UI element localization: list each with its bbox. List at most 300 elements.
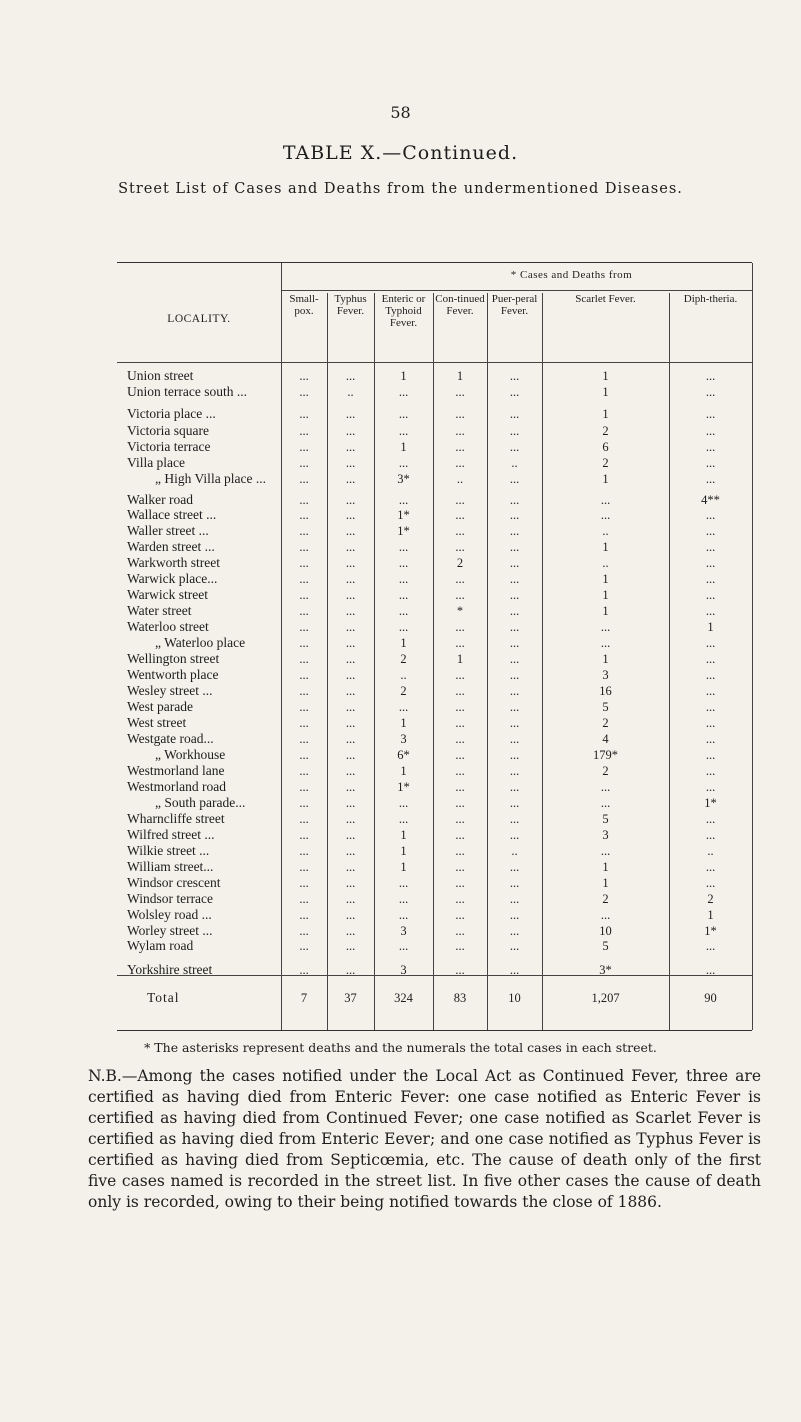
table-cell: ... <box>299 652 309 666</box>
table-cell: ... <box>299 844 309 858</box>
locality-name: Walker road <box>127 492 194 507</box>
locality-name: Villa place <box>127 455 186 470</box>
table-cell: ... <box>345 440 356 454</box>
table-cell: 1 <box>602 369 609 383</box>
locality-name: Union street <box>127 368 194 383</box>
table-cell: ... <box>509 764 520 778</box>
table-cell: ... <box>705 700 716 714</box>
column-header: Small-pox. <box>289 293 319 317</box>
table-cell: 16 <box>599 684 612 698</box>
table-cell: 1 <box>602 385 609 399</box>
table-cell: ... <box>509 828 520 842</box>
locality-name: Wylam road <box>127 938 194 953</box>
total-cell: 7 <box>300 991 308 1005</box>
table-cell: ... <box>705 456 716 470</box>
table-cell: 1 <box>400 369 407 383</box>
table-cell: 2 <box>400 684 407 698</box>
table-cell: ... <box>299 636 309 650</box>
table-cell: ... <box>299 540 309 554</box>
table-cell: ... <box>345 604 356 618</box>
locality-name: „ South parade... <box>155 795 246 810</box>
table-cell: ... <box>600 620 611 634</box>
table-cell: ... <box>299 828 309 842</box>
table-cell: 1 <box>456 369 464 383</box>
table-cell: ... <box>345 963 356 977</box>
table-cell: ... <box>705 636 716 650</box>
table-cell: 5 <box>602 700 609 714</box>
table-cell: ... <box>398 540 409 554</box>
table-cell: 3* <box>599 963 612 977</box>
table-cell: ... <box>705 524 716 538</box>
table-cell: ... <box>509 556 520 570</box>
locality-name: West street <box>127 715 187 730</box>
column-header: Diph-theria. <box>683 293 738 305</box>
total-cell: 90 <box>704 991 717 1005</box>
table-cell: ... <box>345 369 356 383</box>
locality-name: Victoria square <box>127 423 210 438</box>
table-cell: ... <box>455 860 465 874</box>
table-cell: ... <box>299 748 309 762</box>
table-cell: ... <box>509 796 520 810</box>
table-cell: ... <box>455 924 465 938</box>
table-cell: 6* <box>397 748 410 762</box>
table-cell: ... <box>509 652 520 666</box>
table-cell: ... <box>600 493 611 507</box>
table-cell: ... <box>509 385 520 399</box>
table-cell: ... <box>600 636 611 650</box>
table-cell: ... <box>600 508 611 522</box>
table-cell: ... <box>455 764 465 778</box>
table-cell: 1 <box>400 860 407 874</box>
table-cell: ... <box>398 456 409 470</box>
table-cell: ... <box>509 939 520 953</box>
table-cell: ... <box>345 493 356 507</box>
total-cell: 37 <box>344 991 357 1005</box>
table-cell: ... <box>345 456 356 470</box>
table-cell: ... <box>398 572 409 586</box>
table-cell: ... <box>705 780 716 794</box>
table-cell: ... <box>509 524 520 538</box>
table-cell: ... <box>705 385 716 399</box>
locality-name: Westmorland road <box>127 779 227 794</box>
table-cell: ... <box>345 876 356 890</box>
table-cell: ... <box>455 508 465 522</box>
locality-name: Waller street ... <box>127 523 209 538</box>
table-cell: ... <box>299 796 309 810</box>
table-cell: ... <box>345 908 356 922</box>
table-cell: ... <box>345 860 356 874</box>
table-cell: ... <box>600 908 611 922</box>
table-subtitle: Street List of Cases and Deaths from the undermentioned Diseases. <box>118 181 683 197</box>
table-cell: 5 <box>602 812 609 826</box>
table-cell: * <box>456 604 464 618</box>
table-cell: ... <box>509 812 520 826</box>
table-cell: ... <box>398 908 409 922</box>
table-cell: ... <box>398 620 409 634</box>
table-cell: ... <box>509 540 520 554</box>
locality-name: Worley street ... <box>127 923 213 938</box>
table-cell: ... <box>299 876 309 890</box>
table-cell: ... <box>509 860 520 874</box>
table-cell: ... <box>705 369 716 383</box>
table-cell: 3 <box>602 668 609 682</box>
table-cell: ... <box>299 684 309 698</box>
table-cell: .. <box>400 668 407 682</box>
locality-name: Wolsley road ... <box>127 907 212 922</box>
table-cell: ... <box>398 385 409 399</box>
locality-name: Victoria terrace <box>127 439 211 454</box>
table-cell: ... <box>705 764 716 778</box>
locality-name: „ Waterloo place <box>155 635 246 650</box>
table-cell: ... <box>299 556 309 570</box>
column-header: Con-tinued Fever. <box>435 293 485 317</box>
table-cell: ... <box>705 652 716 666</box>
table-cell: 3 <box>400 732 407 746</box>
table-cell: ... <box>398 876 409 890</box>
table-cell: ... <box>455 572 465 586</box>
table-cell: ... <box>345 556 356 570</box>
column-header: Enteric or Typhoid Fever. <box>381 293 426 329</box>
table-cell: ... <box>299 369 309 383</box>
total-label: Total <box>147 990 180 1005</box>
table-cell: ... <box>705 472 716 486</box>
table-cell: ... <box>398 588 409 602</box>
table-cell: ... <box>455 796 465 810</box>
table-cell: 2 <box>602 716 609 730</box>
table-cell: ... <box>455 732 465 746</box>
table-cell: 1* <box>397 508 410 522</box>
table-cell: ... <box>299 472 309 486</box>
table-cell: ... <box>299 892 309 906</box>
table-cell: ... <box>509 780 520 794</box>
table-cell: 1* <box>397 780 410 794</box>
table-cell: 1 <box>602 876 609 890</box>
table-cell: 1 <box>400 716 407 730</box>
table-cell: .. <box>511 456 518 470</box>
table-cell: 1 <box>400 636 407 650</box>
table-cell: .. <box>347 385 354 399</box>
locality-name: Windsor terrace <box>127 891 214 906</box>
table-cell: ... <box>299 385 309 399</box>
table-cell: ... <box>705 588 716 602</box>
table-cell: ... <box>398 700 409 714</box>
table-cell: ... <box>455 892 465 906</box>
table-cell: ... <box>455 844 465 858</box>
table-cell: 3 <box>602 828 609 842</box>
table-cell: ... <box>455 493 465 507</box>
locality-header: LOCALITY. <box>167 313 231 325</box>
table-cell: ... <box>509 892 520 906</box>
table-cell: ... <box>509 700 520 714</box>
table-cell: ... <box>509 508 520 522</box>
table-cell: 1 <box>602 604 609 618</box>
page-number: 58 <box>390 103 411 122</box>
table-cell: .. <box>511 844 518 858</box>
table-cell: ... <box>398 892 409 906</box>
locality-name: Westgate road... <box>127 731 214 746</box>
table-cell: ... <box>455 812 465 826</box>
table-cell: 1 <box>602 588 609 602</box>
table-cell: ... <box>398 812 409 826</box>
table-cell: 2 <box>602 764 609 778</box>
table-cell: ... <box>509 924 520 938</box>
table-cell: ... <box>299 924 309 938</box>
table-cell: 4** <box>701 493 720 507</box>
table-cell: ... <box>509 732 520 746</box>
table-cell: ... <box>299 493 309 507</box>
table-cell: ... <box>705 407 716 421</box>
table-cell: ... <box>509 684 520 698</box>
locality-name: Windsor crescent <box>127 875 221 890</box>
table-cell: ... <box>509 493 520 507</box>
table-cell: ... <box>455 700 465 714</box>
table-cell: 1* <box>704 924 717 938</box>
table-cell: ... <box>299 812 309 826</box>
locality-name: Wharncliffe street <box>127 811 225 826</box>
table-cell: ... <box>299 508 309 522</box>
table-cell: ... <box>299 963 309 977</box>
table-cell: 2 <box>707 892 714 906</box>
table-cell: ... <box>455 440 465 454</box>
table-cell: 10 <box>599 924 612 938</box>
table-cell: ... <box>345 796 356 810</box>
table-cell: ... <box>705 424 716 438</box>
table-cell: 1* <box>704 796 717 810</box>
table-cell: 3 <box>400 924 407 938</box>
table-cell: ... <box>705 748 716 762</box>
table-cell: 1 <box>602 472 609 486</box>
table-cell: ... <box>345 764 356 778</box>
table-cell: ... <box>600 780 611 794</box>
nb-paragraph: N.B.—Among the cases notified under the Local Act as Continued Fever, three are certified as having died from Enteric Fever: one case notified as Enteric Fever is certified as having died from Continued Fever; one case notified as Scarlet Fever is certified as having died from Enteric Eever; and one case notified as Typhus Fever is certified as having died from Septicœmia, etc. The cause of death only of the first five cases named is recorded in the street list. In five other cases the cause of death only is recorded, owing to their being notified towards the close of 1886. <box>88 1067 761 1211</box>
locality-name: Warkworth street <box>127 555 221 570</box>
table-cell: ... <box>345 572 356 586</box>
table-cell: ... <box>455 424 465 438</box>
locality-name: Victoria place ... <box>127 406 216 421</box>
locality-name: Warden street ... <box>127 539 215 554</box>
table-cell: ... <box>705 668 716 682</box>
table-cell: 2 <box>602 424 609 438</box>
table-cell: ... <box>345 424 356 438</box>
locality-name: Wellington street <box>127 651 220 666</box>
table-cell: ... <box>455 524 465 538</box>
table-cell: ... <box>455 588 465 602</box>
table-cell: ... <box>345 780 356 794</box>
table-cell: ... <box>299 716 309 730</box>
table-cell: ... <box>345 892 356 906</box>
table-cell: ... <box>345 924 356 938</box>
table-cell: 1 <box>707 908 714 922</box>
table-cell: ... <box>705 540 716 554</box>
table-cell: 2 <box>400 652 407 666</box>
table-cell: .. <box>456 472 464 486</box>
table-cell: ... <box>345 828 356 842</box>
table-cell: ... <box>455 540 465 554</box>
table-cell: ... <box>345 588 356 602</box>
table-cell: ... <box>345 939 356 953</box>
locality-name: Wilfred street ... <box>127 827 215 842</box>
table-cell: 2 <box>602 892 609 906</box>
total-cell: 10 <box>508 991 521 1005</box>
table-cell: ... <box>345 700 356 714</box>
table-cell: ... <box>509 748 520 762</box>
table-cell: 4 <box>602 732 609 746</box>
table-cell: ... <box>345 620 356 634</box>
table-cell: ... <box>509 908 520 922</box>
table-cell: ... <box>509 407 520 421</box>
table-cell: ... <box>509 668 520 682</box>
table-cell: ... <box>705 556 716 570</box>
table-cell: ... <box>705 860 716 874</box>
locality-name: „ High Villa place ... <box>155 471 267 486</box>
locality-name: West parade <box>127 699 194 714</box>
table-cell: ... <box>345 540 356 554</box>
table-cell: ... <box>705 572 716 586</box>
table-cell: ... <box>509 472 520 486</box>
table-cell: 3 <box>400 963 407 977</box>
table-cell: ... <box>299 572 309 586</box>
table-cell: ... <box>705 732 716 746</box>
table-cell: 3* <box>397 472 410 486</box>
table-cell: ... <box>345 652 356 666</box>
column-header: Scarlet Fever. <box>575 293 636 305</box>
table-cell: ... <box>455 636 465 650</box>
column-header: Puer-peral Fever. <box>491 293 538 317</box>
table-cell: ... <box>600 844 611 858</box>
table-cell: ... <box>299 668 309 682</box>
locality-name: Wilkie street ... <box>127 843 210 858</box>
table-cell: ... <box>299 440 309 454</box>
table-cell: 179* <box>593 748 618 762</box>
table-cell: 1 <box>456 652 464 666</box>
table-cell: ... <box>509 440 520 454</box>
table-cell: 1 <box>400 764 407 778</box>
table-cell: ... <box>299 780 309 794</box>
total-cell: 83 <box>453 991 467 1005</box>
table-cell: ... <box>705 508 716 522</box>
table-cell: ... <box>299 764 309 778</box>
table-cell: ... <box>345 684 356 698</box>
table-cell: ... <box>455 963 465 977</box>
table-cell: .. <box>602 524 609 538</box>
disease-table <box>117 262 752 1031</box>
table-cell: ... <box>509 604 520 618</box>
table-cell: ... <box>299 588 309 602</box>
table-cell: .. <box>707 844 714 858</box>
table-cell: ... <box>509 636 520 650</box>
table-cell: 1* <box>397 524 410 538</box>
table-cell: ... <box>299 620 309 634</box>
table-cell: ... <box>705 440 716 454</box>
table-cell: ... <box>299 407 309 421</box>
total-cell: 1,207 <box>591 991 620 1005</box>
table-cell: ... <box>398 424 409 438</box>
table-cell: ... <box>455 939 465 953</box>
table-cell: ... <box>345 668 356 682</box>
table-cell: ... <box>509 876 520 890</box>
table-cell: ... <box>705 716 716 730</box>
table-cell: ... <box>299 860 309 874</box>
table-cell: 2 <box>456 556 464 570</box>
column-header: Typhus Fever. <box>334 293 367 317</box>
locality-name: Wallace street ... <box>127 507 217 522</box>
table-cell: ... <box>509 716 520 730</box>
table-cell: ... <box>398 493 409 507</box>
table-cell: ... <box>345 636 356 650</box>
table-cell: ... <box>455 780 465 794</box>
table-cell: ... <box>299 524 309 538</box>
table-cell: ... <box>345 508 356 522</box>
table-cell: ... <box>509 588 520 602</box>
table-cell: ... <box>705 812 716 826</box>
table-cell: ... <box>345 844 356 858</box>
table-cell: ... <box>509 424 520 438</box>
table-cell: ... <box>455 828 465 842</box>
locality-name: Warwick street <box>127 587 208 602</box>
table-cell: ... <box>705 963 716 977</box>
table-cell: ... <box>509 369 520 383</box>
table-cell: 1 <box>602 572 609 586</box>
table-cell: 6 <box>602 440 609 454</box>
table-cell: 5 <box>602 939 609 953</box>
footnote: * The asterisks represent deaths and the numerals the total cases in each street. <box>144 1040 657 1055</box>
table-cell: ... <box>299 732 309 746</box>
group-header: * Cases and Deaths from <box>510 269 633 281</box>
table-cell: ... <box>455 684 465 698</box>
table-cell: ... <box>705 604 716 618</box>
total-cell: 324 <box>394 991 413 1005</box>
locality-name: Yorkshire street <box>127 962 213 977</box>
table-cell: ... <box>398 796 409 810</box>
table-cell: 2 <box>602 456 609 470</box>
table-cell: ... <box>345 748 356 762</box>
table-cell: ... <box>398 604 409 618</box>
table-cell: ... <box>299 604 309 618</box>
table-cell: ... <box>705 876 716 890</box>
table-cell: ... <box>455 908 465 922</box>
table-cell: ... <box>345 472 356 486</box>
table-cell: ... <box>299 939 309 953</box>
table-cell: ... <box>705 684 716 698</box>
table-title: TABLE X.—Continued. <box>282 142 519 164</box>
table-cell: ... <box>345 732 356 746</box>
table-cell: .. <box>602 556 609 570</box>
table-cell: ... <box>398 407 409 421</box>
table-cell: ... <box>345 716 356 730</box>
locality-name: Waterloo street <box>127 619 209 634</box>
table-cell: 1 <box>602 860 609 874</box>
table-cell: ... <box>455 456 465 470</box>
table-cell: 1 <box>707 620 714 634</box>
table-cell: ... <box>509 572 520 586</box>
table-cell: 1 <box>400 828 407 842</box>
table-cell: ... <box>455 668 465 682</box>
table-cell: ... <box>455 876 465 890</box>
table-cell: 1 <box>602 540 609 554</box>
locality-name: „ Workhouse <box>155 747 226 762</box>
table-cell: ... <box>398 556 409 570</box>
table-cell: ... <box>509 620 520 634</box>
table-cell: ... <box>299 424 309 438</box>
table-cell: ... <box>455 385 465 399</box>
table-cell: ... <box>600 796 611 810</box>
table-cell: 1 <box>602 407 609 421</box>
table-cell: ... <box>455 620 465 634</box>
table-cell: ... <box>455 748 465 762</box>
locality-name: Union terrace south ... <box>127 384 247 399</box>
table-cell: ... <box>705 939 716 953</box>
table-cell: ... <box>455 407 465 421</box>
